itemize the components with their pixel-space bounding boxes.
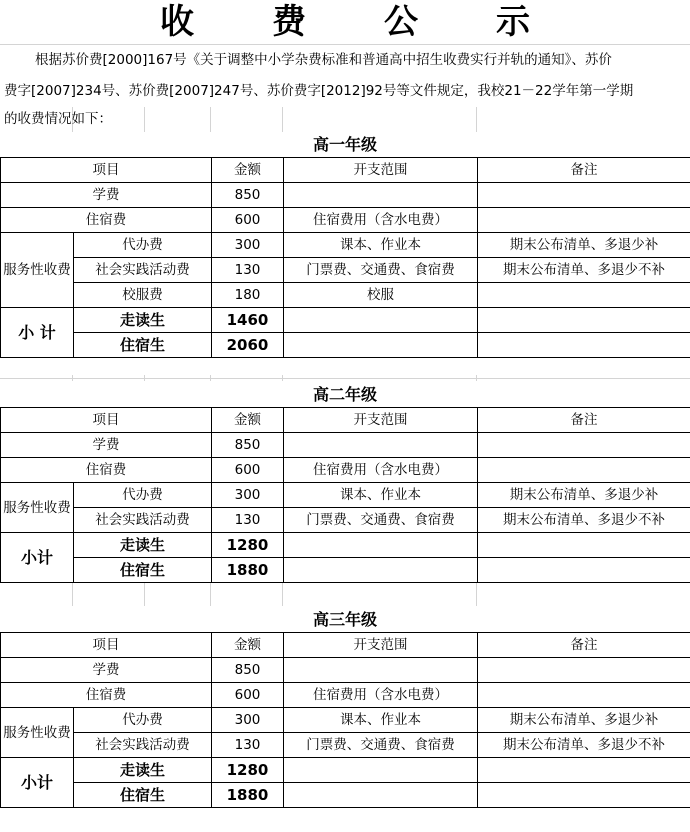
day-student-amount: 1280	[212, 533, 284, 558]
subtotal-row	[1, 533, 690, 558]
header-amount: 金额	[212, 158, 284, 183]
boarding-student-amount: 1880	[212, 783, 284, 808]
header-item: 项目	[1, 408, 212, 433]
item-scope	[284, 183, 478, 208]
table-row	[1, 733, 690, 758]
item-label: 住宿费	[1, 458, 212, 483]
table-header-row	[1, 158, 690, 183]
fee-table	[0, 157, 690, 358]
table-header-row	[1, 408, 690, 433]
subtotal-label: 小计	[1, 758, 74, 808]
empty-cell	[284, 333, 478, 358]
item-label: 住宿费	[1, 683, 212, 708]
page-title	[0, 0, 690, 44]
table-row	[1, 658, 690, 683]
empty-cell	[284, 783, 478, 808]
boarding-student-label: 住宿生	[74, 558, 212, 583]
grade-title: 高一年级	[0, 132, 690, 157]
subtotal-row	[1, 758, 690, 783]
item-note: 期末公布清单、多退少不补	[478, 733, 690, 758]
item-label: 校服费	[74, 283, 212, 308]
item-amount: 600	[212, 683, 284, 708]
grade-title: 高二年级	[0, 382, 690, 407]
item-label: 住宿费	[1, 208, 212, 233]
item-note	[478, 433, 690, 458]
header-amount: 金额	[212, 408, 284, 433]
empty-cell	[284, 533, 478, 558]
item-scope: 门票费、交通费、食宿费	[284, 508, 478, 533]
table-row	[1, 233, 690, 258]
item-label: 社会实践活动费	[74, 508, 212, 533]
item-note: 期末公布清单、多退少补	[478, 233, 690, 258]
service-group-label: 服务性收费	[1, 233, 74, 308]
intro-line-1: 根据苏价费[2000]167号《关于调整中小学杂费标准和普通高中招生收费实行并轨的通知》、苏价	[4, 48, 688, 73]
title-char: 示	[496, 0, 530, 44]
header-scope: 开支范围	[284, 158, 478, 183]
item-label: 社会实践活动费	[74, 258, 212, 283]
empty-cell	[478, 333, 690, 358]
subtotal-row	[1, 333, 690, 358]
item-scope: 住宿费用（含水电费）	[284, 458, 478, 483]
title-char: 公	[384, 0, 418, 44]
item-label: 学费	[1, 183, 212, 208]
day-student-label: 走读生	[74, 533, 212, 558]
table-row	[1, 483, 690, 508]
header-item: 项目	[1, 158, 212, 183]
subtotal-row	[1, 308, 690, 333]
subtotal-row	[1, 783, 690, 808]
item-note: 期末公布清单、多退少补	[478, 708, 690, 733]
subtotal-label: 小计	[1, 533, 74, 583]
item-label: 代办费	[74, 483, 212, 508]
table-row	[1, 258, 690, 283]
service-group-label: 服务性收费	[1, 708, 74, 758]
item-note	[478, 683, 690, 708]
item-scope: 门票费、交通费、食宿费	[284, 733, 478, 758]
boarding-student-label: 住宿生	[74, 333, 212, 358]
item-amount: 850	[212, 433, 284, 458]
subtotal-row	[1, 558, 690, 583]
item-note	[478, 458, 690, 483]
item-note	[478, 208, 690, 233]
header-item: 项目	[1, 633, 212, 658]
item-note	[478, 183, 690, 208]
item-label: 代办费	[74, 708, 212, 733]
table-row	[1, 683, 690, 708]
boarding-student-amount: 2060	[212, 333, 284, 358]
item-note	[478, 283, 690, 308]
boarding-student-label: 住宿生	[74, 783, 212, 808]
intro-line-2: 费字[2007]234号、苏价费[2007]247号、苏价费字[2012]92号等文件规定，我校21－22学年第一学期	[4, 79, 688, 104]
header-amount: 金额	[212, 633, 284, 658]
item-scope: 课本、作业本	[284, 483, 478, 508]
header-scope: 开支范围	[284, 633, 478, 658]
table-row	[1, 433, 690, 458]
day-student-label: 走读生	[74, 758, 212, 783]
day-student-label: 走读生	[74, 308, 212, 333]
grade-section-1	[0, 132, 690, 357]
item-label: 学费	[1, 658, 212, 683]
table-row	[1, 458, 690, 483]
grade-title: 高三年级	[0, 607, 690, 632]
empty-cell	[478, 308, 690, 333]
item-amount: 850	[212, 183, 284, 208]
item-amount: 130	[212, 508, 284, 533]
title-char: 费	[272, 0, 306, 44]
item-scope: 住宿费用（含水电费）	[284, 208, 478, 233]
item-note: 期末公布清单、多退少不补	[478, 508, 690, 533]
item-label: 代办费	[74, 233, 212, 258]
intro-line-3: 的收费情况如下：	[4, 107, 688, 132]
header-note: 备注	[478, 633, 690, 658]
item-label: 学费	[1, 433, 212, 458]
item-amount: 300	[212, 483, 284, 508]
header-scope: 开支范围	[284, 408, 478, 433]
item-note: 期末公布清单、多退少不补	[478, 258, 690, 283]
item-amount: 300	[212, 708, 284, 733]
item-amount: 600	[212, 458, 284, 483]
empty-cell	[478, 533, 690, 558]
empty-cell	[478, 758, 690, 783]
item-amount: 850	[212, 658, 284, 683]
day-student-amount: 1280	[212, 758, 284, 783]
item-scope	[284, 433, 478, 458]
item-label: 社会实践活动费	[74, 733, 212, 758]
item-amount: 180	[212, 283, 284, 308]
grade-section-3	[0, 607, 690, 832]
title-char: 收	[160, 0, 194, 44]
empty-cell	[284, 558, 478, 583]
header-note: 备注	[478, 408, 690, 433]
empty-cell	[478, 783, 690, 808]
table-row	[1, 283, 690, 308]
item-scope: 课本、作业本	[284, 708, 478, 733]
item-scope: 课本、作业本	[284, 233, 478, 258]
item-scope: 校服	[284, 283, 478, 308]
item-note: 期末公布清单、多退少补	[478, 483, 690, 508]
table-row	[1, 208, 690, 233]
fee-table	[0, 407, 690, 583]
item-amount: 300	[212, 233, 284, 258]
empty-cell	[284, 758, 478, 783]
item-scope	[284, 658, 478, 683]
fee-table	[0, 632, 690, 808]
grade-section-2	[0, 382, 690, 607]
table-row	[1, 183, 690, 208]
empty-cell	[478, 558, 690, 583]
table-header-row	[1, 633, 690, 658]
day-student-amount: 1460	[212, 308, 284, 333]
empty-cell	[284, 308, 478, 333]
item-scope: 门票费、交通费、食宿费	[284, 258, 478, 283]
item-amount: 130	[212, 258, 284, 283]
subtotal-label: 小 计	[1, 308, 74, 358]
table-row	[1, 708, 690, 733]
table-row	[1, 508, 690, 533]
item-amount: 130	[212, 733, 284, 758]
item-scope: 住宿费用（含水电费）	[284, 683, 478, 708]
item-amount: 600	[212, 208, 284, 233]
header-note: 备注	[478, 158, 690, 183]
item-note	[478, 658, 690, 683]
boarding-student-amount: 1880	[212, 558, 284, 583]
service-group-label: 服务性收费	[1, 483, 74, 533]
